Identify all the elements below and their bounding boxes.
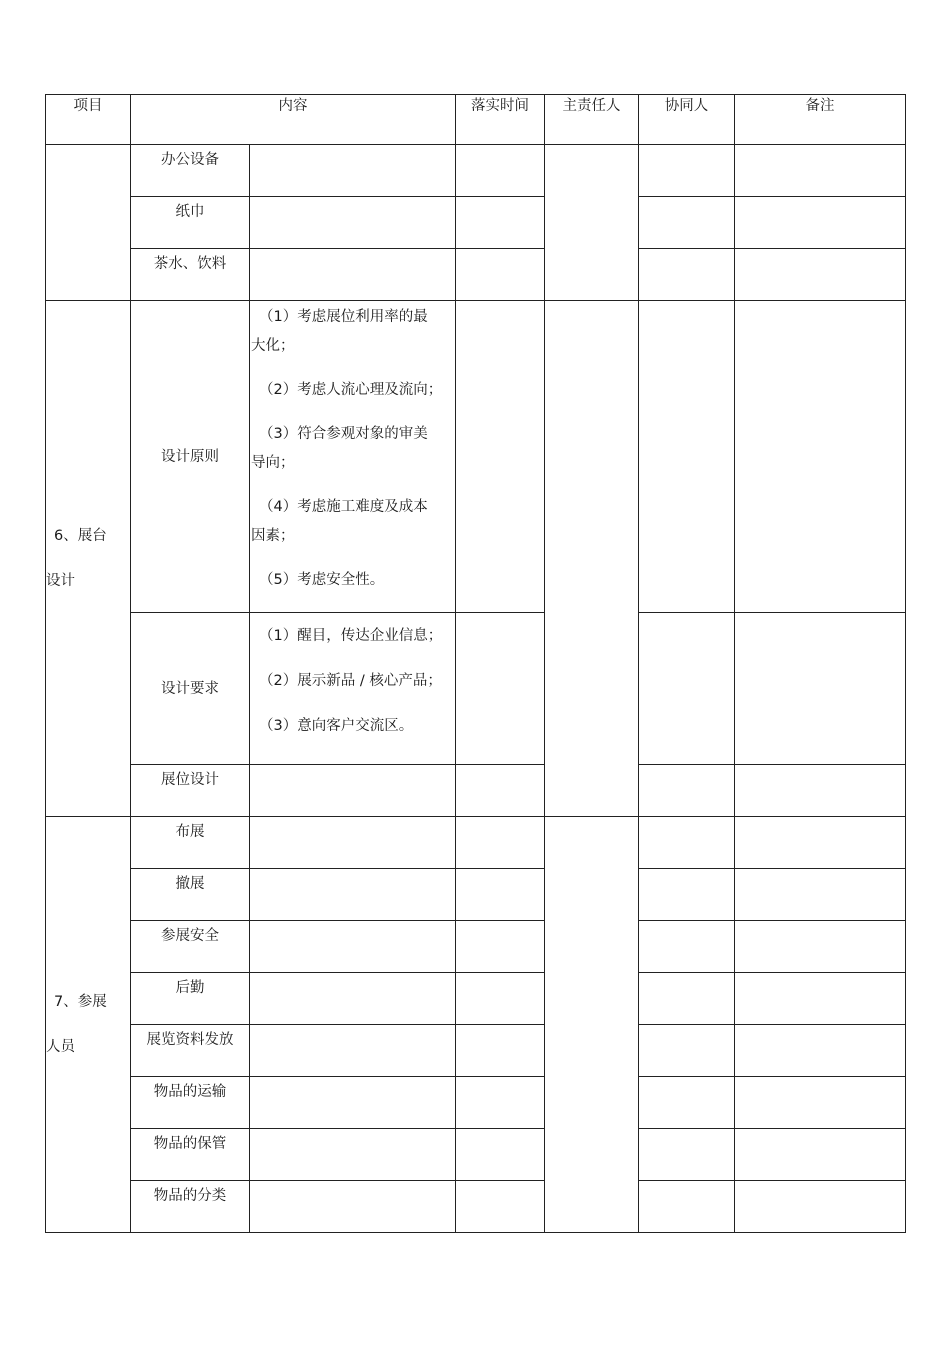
requirements-detail-cell (250, 613, 456, 765)
time-cell[interactable] (456, 249, 545, 301)
section7-title-line2: 人员 (46, 1039, 75, 1055)
detail-cell[interactable] (250, 869, 456, 921)
remark-cell[interactable] (735, 1129, 906, 1181)
assist-cell[interactable] (639, 973, 735, 1025)
assist-cell[interactable] (639, 613, 735, 765)
time-cell[interactable] (456, 869, 545, 921)
remark-cell[interactable] (735, 145, 906, 197)
row-label: 办公设备 (131, 145, 250, 197)
remark-cell[interactable] (735, 817, 906, 869)
row-label: 撤展 (131, 869, 250, 921)
table-row (46, 817, 906, 869)
row-label: 布展 (131, 817, 250, 869)
header-owner: 主责任人 (545, 95, 639, 145)
section7-title-line1: 7、参展 (54, 994, 107, 1010)
owner-cell[interactable] (545, 301, 639, 817)
header-content: 内容 (131, 95, 456, 145)
assist-cell[interactable] (639, 1025, 735, 1077)
assist-cell[interactable] (639, 921, 735, 973)
table-row (46, 1181, 906, 1233)
assist-cell[interactable] (639, 197, 735, 249)
remark-cell[interactable] (735, 1077, 906, 1129)
principles-detail-cell (250, 301, 456, 613)
remark-cell[interactable] (735, 973, 906, 1025)
remark-cell[interactable] (735, 1025, 906, 1077)
detail-cell[interactable] (250, 1025, 456, 1077)
row-label: 茶水、饮料 (131, 249, 250, 301)
time-cell[interactable] (456, 145, 545, 197)
time-cell[interactable] (456, 765, 545, 817)
remark-cell[interactable] (735, 301, 906, 613)
assist-cell[interactable] (639, 1129, 735, 1181)
detail-cell[interactable] (250, 249, 456, 301)
row-label: 参展安全 (131, 921, 250, 973)
remark-cell[interactable] (735, 869, 906, 921)
principle-item: （5）考虑安全性。 (259, 572, 385, 588)
detail-cell[interactable] (250, 1129, 456, 1181)
header-remark: 备注 (735, 95, 906, 145)
section6-title-line2: 设计 (46, 573, 75, 589)
time-cell[interactable] (456, 1025, 545, 1077)
remark-cell[interactable] (735, 1181, 906, 1233)
table-row (46, 1077, 906, 1129)
requirement-item: （1）醒目，传达企业信息； (259, 628, 443, 644)
time-cell[interactable] (456, 1129, 545, 1181)
assist-cell[interactable] (639, 817, 735, 869)
table-row (46, 921, 906, 973)
owner-cell[interactable] (545, 817, 639, 1233)
remark-cell[interactable] (735, 249, 906, 301)
row-label: 设计原则 (131, 301, 250, 613)
header-row (46, 95, 906, 145)
row-label: 物品的分类 (131, 1181, 250, 1233)
principle-item: （4）考虑施工难度及成本 因素； (251, 499, 428, 544)
row-label: 纸巾 (131, 197, 250, 249)
detail-cell[interactable] (250, 1181, 456, 1233)
time-cell[interactable] (456, 1181, 545, 1233)
section6-category-cell (46, 301, 131, 817)
section7-category-cell (46, 817, 131, 1233)
assist-cell[interactable] (639, 1181, 735, 1233)
time-cell[interactable] (456, 613, 545, 765)
detail-cell[interactable] (250, 973, 456, 1025)
table-row (46, 973, 906, 1025)
time-cell[interactable] (456, 817, 545, 869)
time-cell[interactable] (456, 197, 545, 249)
row-label: 设计要求 (131, 613, 250, 765)
header-item: 项目 (46, 95, 131, 145)
assist-cell[interactable] (639, 869, 735, 921)
owner-cell[interactable] (545, 145, 639, 301)
principle-item: （3）符合参观对象的审美 导向； (251, 426, 428, 471)
table-row (46, 301, 906, 613)
row-label: 展位设计 (131, 765, 250, 817)
time-cell[interactable] (456, 301, 545, 613)
header-time: 落实时间 (456, 95, 545, 145)
time-cell[interactable] (456, 1077, 545, 1129)
principle-item: （2）考虑人流心理及流向； (259, 382, 443, 398)
table-row (46, 145, 906, 197)
table-row (46, 613, 906, 765)
remark-cell[interactable] (735, 197, 906, 249)
row-label: 展览资料发放 (131, 1025, 250, 1077)
principle-item: （1）考虑展位利用率的最 大化； (251, 309, 428, 354)
table-row (46, 869, 906, 921)
assist-cell[interactable] (639, 765, 735, 817)
table-row (46, 1025, 906, 1077)
requirement-item: （2）展示新品 / 核心产品； (259, 673, 442, 689)
detail-cell[interactable] (250, 197, 456, 249)
table-row (46, 197, 906, 249)
section6-title-line1: 6、展台 (54, 528, 107, 544)
section5-category-cell (46, 145, 131, 301)
assist-cell[interactable] (639, 145, 735, 197)
time-cell[interactable] (456, 973, 545, 1025)
remark-cell[interactable] (735, 613, 906, 765)
row-label: 后勤 (131, 973, 250, 1025)
time-cell[interactable] (456, 921, 545, 973)
remark-cell[interactable] (735, 921, 906, 973)
remark-cell[interactable] (735, 765, 906, 817)
table-row (46, 765, 906, 817)
assist-cell[interactable] (639, 1077, 735, 1129)
row-label: 物品的运输 (131, 1077, 250, 1129)
row-label: 物品的保管 (131, 1129, 250, 1181)
table-row (46, 1129, 906, 1181)
exhibition-plan-table (45, 94, 906, 1233)
header-assist: 协同人 (639, 95, 735, 145)
table-row (46, 249, 906, 301)
detail-cell[interactable] (250, 145, 456, 197)
detail-cell[interactable] (250, 817, 456, 869)
detail-cell[interactable] (250, 1077, 456, 1129)
detail-cell[interactable] (250, 921, 456, 973)
assist-cell[interactable] (639, 249, 735, 301)
assist-cell[interactable] (639, 301, 735, 613)
detail-cell[interactable] (250, 765, 456, 817)
requirement-item: （3）意向客户交流区。 (259, 718, 414, 734)
